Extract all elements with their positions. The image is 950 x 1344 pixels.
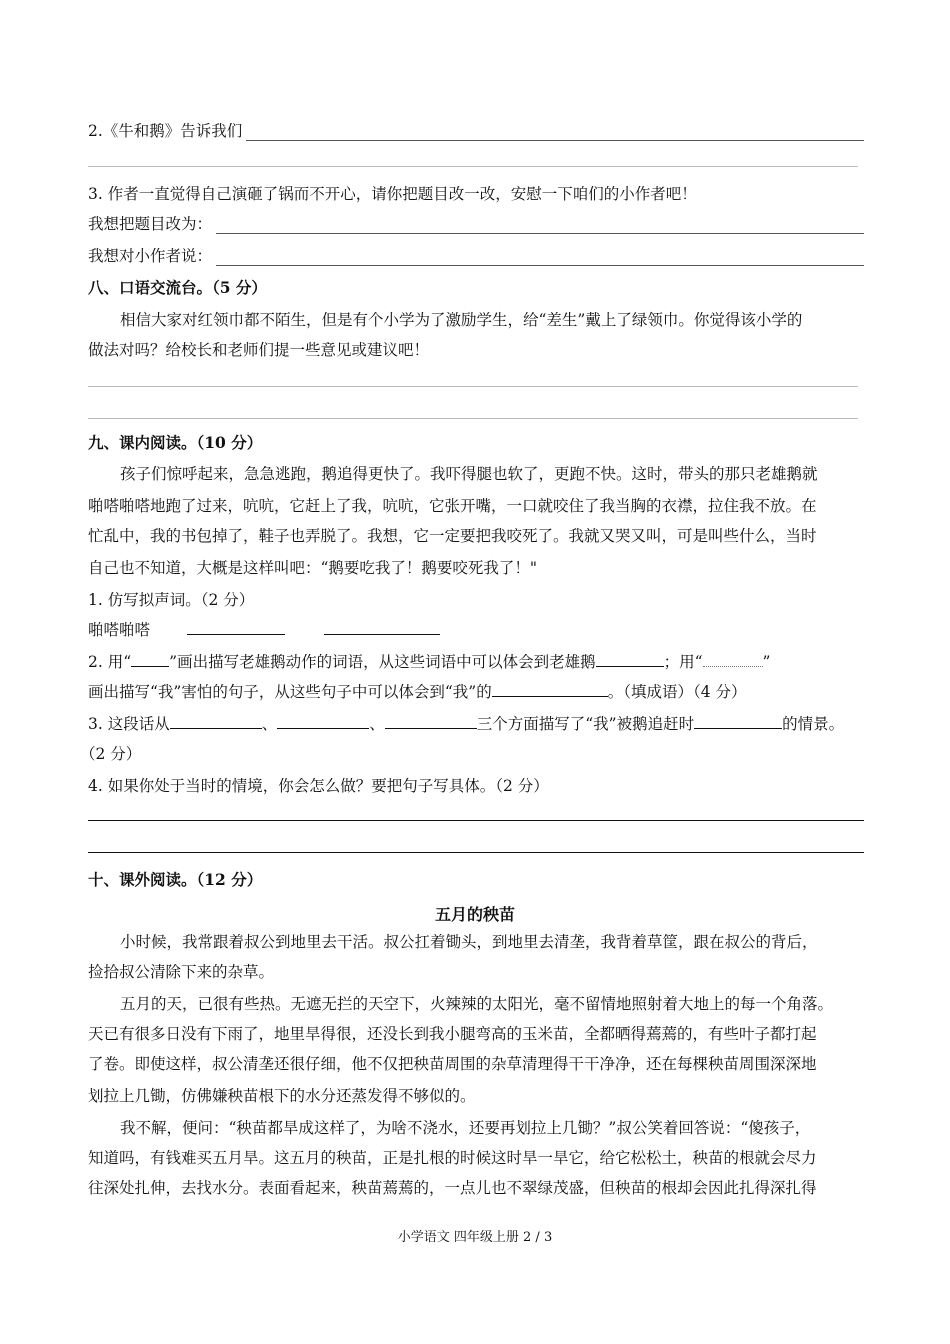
- article-line: 划拉上几锄，仿佛嫌秧苗根下的水分还蒸发得不够似的。: [88, 1087, 476, 1105]
- answer-line[interactable]: [88, 852, 864, 853]
- q1-blank-2[interactable]: [324, 620, 440, 635]
- article-line: 往深处扎伸，去找水分。表面看起来，秧苗蔫蔫的，一点儿也不翠绿茂盛，但秧苗的根却会因此扎得深扎得: [88, 1179, 817, 1197]
- q2-text: ”画出描写老雄鹅动作的词语，从这些词语中可以体会到老雄鹅: [169, 653, 596, 671]
- article-line: 小时候，我常跟着叔公到地里去干活。叔公扛着锄头，到地里去清垄，我背着草筐，跟在叔公的背后，: [120, 933, 818, 951]
- q7-comfort-row: [88, 246, 864, 266]
- comfort-label: 我想对小作者说：: [88, 247, 213, 265]
- q7-item3: 3. 作者一直觉得自己演砸了锅而不开心，请你把题目改一改，安慰一下咱们的小作者吧！: [88, 185, 697, 203]
- answer-line[interactable]: [88, 820, 864, 821]
- answer-line[interactable]: [88, 418, 858, 419]
- rename-label: 我想把题目改为：: [88, 215, 213, 233]
- article-line: 五月的天，已很有些热。无遮无拦的天空下，火辣辣的太阳光，毫不留情地照射着大地上的每一个角落。: [120, 995, 834, 1013]
- q2-text: ”: [762, 653, 771, 671]
- answer-line[interactable]: [88, 386, 858, 387]
- s8-paragraph-line: 相信大家对红领巾都不陌生，但是有个小学为了激励学生，给“差生”戴上了绿领巾。你觉得该小学的: [120, 311, 803, 329]
- s9-q4: 4. 如果你处于当时的情境，你会怎么做？要把句子写具体。（2 分）: [88, 777, 549, 795]
- wavy-line-symbol: [703, 656, 763, 667]
- comfort-answer-line[interactable]: [216, 250, 864, 266]
- article-line: 捡拾叔公清除下来的杂草。: [88, 963, 275, 981]
- s9-q3-line1: [88, 714, 864, 734]
- s9-passage-line: 忙乱中，我的书包掉了，鞋子也弄脱了。我想，它一定要把我咬死了。我就又哭又叫，可是叫些什么，当时: [88, 527, 817, 545]
- s9-passage-line: 自己也不知道，大概是这样叫吧：“鹅要吃我了！鹅要咬死我了！": [88, 559, 538, 577]
- q2-text: ；用“: [663, 653, 703, 671]
- q7-item2-text: 2.《牛和鹅》告诉我们: [88, 122, 243, 140]
- q2-idiom-blank[interactable]: [492, 682, 608, 697]
- section-8-heading: 八、口语交流台。（5 分）: [88, 278, 267, 297]
- page-footer: 小学语文 四年级上册 2 / 3: [397, 1230, 553, 1245]
- s8-paragraph-line: 做法对吗？给校长和老师们提一些意见或建议吧！: [88, 341, 430, 359]
- section-9-heading: 九、课内阅读。（10 分）: [88, 433, 263, 452]
- q1-blank-1[interactable]: [187, 620, 285, 635]
- section-10-heading: 十、课外阅读。（12 分）: [88, 870, 263, 889]
- q3-blank-1[interactable]: [170, 714, 262, 729]
- q3-blank-4[interactable]: [694, 714, 782, 729]
- article-title: 五月的秧苗: [434, 905, 515, 924]
- s9-passage-line: 啪嗒啪嗒地跑了过来，吭吭，它赶上了我，吭吭，它张开嘴，一口就咬住了我当胸的衣襟，拉住我不放。在: [88, 497, 817, 515]
- q3-text: 3. 这段话从: [88, 715, 170, 733]
- q1-example: 啪嗒啪嗒: [88, 621, 151, 639]
- answer-line[interactable]: [246, 125, 864, 141]
- article-line: 了卷。即使这样，叔公清垄还很仔细，他不仅把秧苗周围的杂草清理得干干净净，还在每棵秧苗周围深深地: [88, 1055, 817, 1073]
- q3-text: 三个方面描写了“我”被鹅追赶时: [476, 715, 695, 733]
- q2-answer-blank[interactable]: [596, 652, 664, 667]
- q2-text: 画出描写“我”害怕的句子，从这些句子中可以体会到“我”的: [88, 683, 492, 701]
- article-line: 知道吗，有钱难买五月旱。这五月的秧苗，正是扎根的时候这时旱一旱它，给它松松土，秧苗的根就会尽力: [88, 1149, 817, 1167]
- article-line: 天已有很多日没有下雨了，地里旱得很，还没长到我小腿弯高的玉米苗，全都晒得蔫蔫的，有些叶子都打起: [88, 1025, 817, 1043]
- q7-item2: [88, 121, 864, 141]
- q3-text: 、: [369, 715, 385, 733]
- s9-q1: 1. 仿写拟声词。（2 分）: [88, 591, 255, 609]
- s9-q3-score: （2 分）: [80, 745, 142, 763]
- q3-blank-2[interactable]: [277, 714, 369, 729]
- q7-rename-row: [88, 214, 864, 234]
- q3-text: 的情景。: [782, 715, 845, 733]
- rename-answer-line[interactable]: [216, 218, 864, 234]
- s9-passage-line: 孩子们惊呼起来，急急逃跑，鹅追得更快了。我吓得腿也软了，更跑不快。这时，带头的那只老雄鹅就: [120, 465, 818, 483]
- answer-line[interactable]: [88, 166, 858, 167]
- article-line: 我不解，便问：“秧苗都旱成这样了，为啥不浇水，还要再划拉上几锄？”叔公笑着回答说：“傻孩子，: [120, 1119, 811, 1137]
- q2-symbol-blank: [131, 652, 169, 667]
- q3-text: 、: [261, 715, 278, 733]
- s9-q1-row: [88, 620, 864, 640]
- q3-blank-3[interactable]: [385, 714, 477, 729]
- s9-q2-line2: [88, 682, 864, 702]
- q2-text: 。（填成语）（4 分）: [607, 683, 747, 701]
- q2-text: 2. 用“: [88, 653, 132, 671]
- s9-q2-line1: [88, 652, 864, 672]
